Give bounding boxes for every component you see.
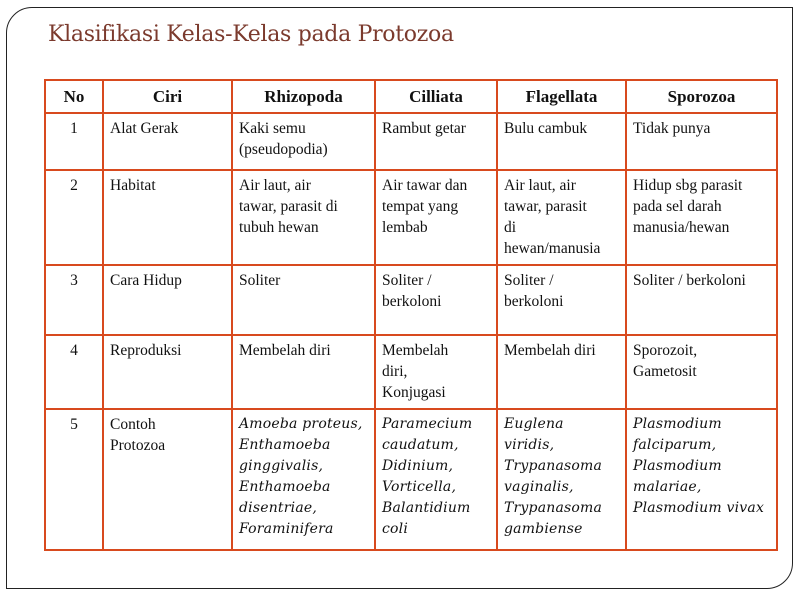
table-header-row [45,80,777,113]
table-cell: Soliter / berkoloni [497,265,626,335]
table-row [45,113,777,170]
table-row [45,335,777,409]
table-cell: 1 [45,113,103,170]
table-cell: Membelah diri [497,335,626,409]
table-cell: Habitat [103,170,232,265]
table-cell: Amoeba proteus, Enthamoeba ginggivalis, Enthamoeba disentriae, Foraminifera [232,409,375,550]
table-cell: 5 [45,409,103,550]
table-cell: Bulu cambuk [497,113,626,170]
table-cell: Tidak punya [626,113,777,170]
table-cell: Hidup sbg parasit pada sel darah manusia/hewan [626,170,777,265]
table-cell: Air laut, air tawar, parasit di tubuh hewan [232,170,375,265]
table-cell: 3 [45,265,103,335]
table-cell: Cara Hidup [103,265,232,335]
table-cell: Contoh Protozoa [103,409,232,550]
table-cell: Euglena viridis, Trypanasoma vaginalis, Trypanasoma gambiense [497,409,626,550]
header-sporozoa: Sporozoa [626,80,777,113]
table-cell: Sporozoit, Gametosit [626,335,777,409]
table-cell: Reproduksi [103,335,232,409]
table-cell: Soliter / berkoloni [626,265,777,335]
table-cell: Air laut, air tawar, parasit di hewan/manusia [497,170,626,265]
table-cell: Air tawar dan tempat yang lembab [375,170,497,265]
header-cilliata: Cilliata [375,80,497,113]
table-cell: Paramecium caudatum, Didinium, Vorticella, Balantidium coli [375,409,497,550]
table-row [45,409,777,550]
table-cell: Alat Gerak [103,113,232,170]
table-cell: Membelah diri [232,335,375,409]
table-row [45,170,777,265]
table-cell: Membelah diri, Konjugasi [375,335,497,409]
table-cell: 4 [45,335,103,409]
protozoa-classification-table [44,79,778,551]
header-rhizopoda: Rhizopoda [232,80,375,113]
table-cell: 2 [45,170,103,265]
header-ciri: Ciri [103,80,232,113]
table-cell: Rambut getar [375,113,497,170]
table-row [45,265,777,335]
header-no: No [45,80,103,113]
table-cell: Soliter / berkoloni [375,265,497,335]
slide-title: Klasifikasi Kelas-Kelas pada Protozoa [48,22,454,47]
table-cell: Soliter [232,265,375,335]
table-cell: Plasmodium falciparum, Plasmodium malariae, Plasmodium vivax [626,409,777,550]
table-cell: Kaki semu (pseudopodia) [232,113,375,170]
header-flagellata: Flagellata [497,80,626,113]
